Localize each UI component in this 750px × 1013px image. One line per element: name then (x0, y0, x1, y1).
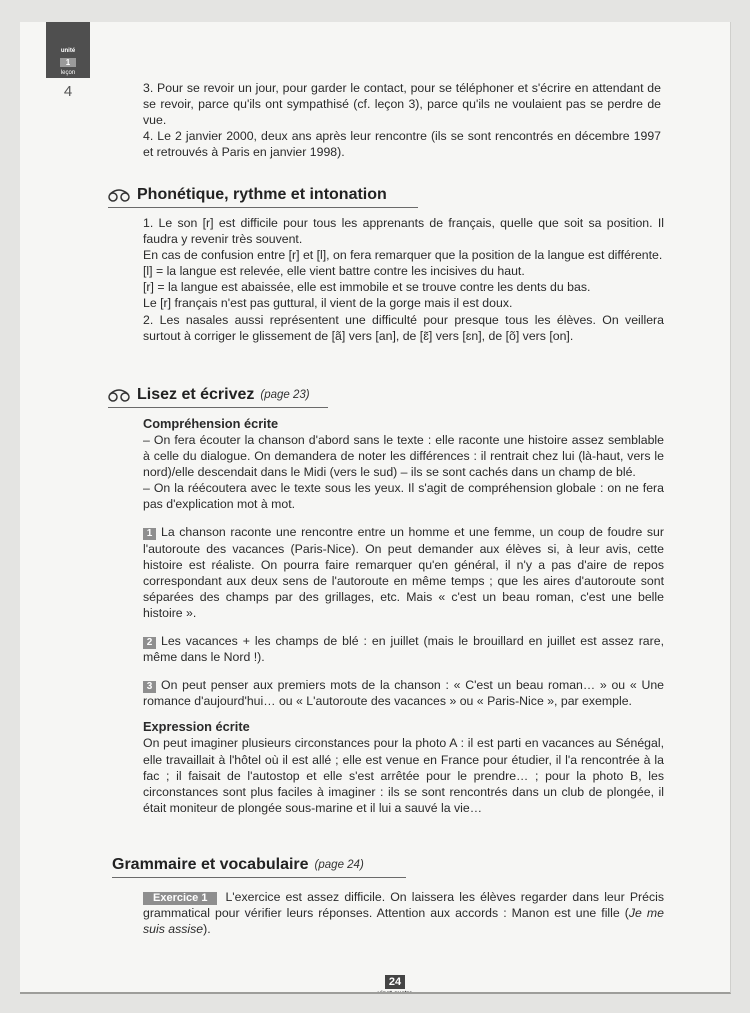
grammaire-body (143, 889, 664, 937)
lisez-body (143, 416, 664, 816)
answer-item-3 (143, 677, 664, 709)
audio-cd-icon (108, 388, 130, 402)
lesson-number: 4 (63, 83, 73, 100)
grammaire-title: Grammaire et vocabulaire (112, 856, 309, 873)
page-number: 24 (385, 975, 405, 989)
exercise-italic: Je me suis assise (143, 906, 664, 937)
item-text: Les vacances + les champs de blé : en juillet (mais le brouillard en juillet est assez rare, même dans le Nord !). (143, 634, 664, 665)
phonetique-body (143, 215, 664, 344)
audio-cd-icon (108, 188, 130, 202)
comprehension-title: Compréhension écrite (143, 416, 279, 431)
heading-underline (108, 207, 418, 209)
lisez-page-ref: (page 23) (260, 389, 310, 401)
answer-4: 4. Le 2 janvier 2000, deux ans après leur rencontre (ils se sont rencontrés en décembre 1997 et retrouvés à Paris en janvier 1998). (143, 129, 661, 160)
heading-underline (112, 877, 406, 879)
comprehension-line-2: – On la réécoutera avec le texte sous les yeux. Il s'agit de compréhension globale : on ne fera pas d'explication mot à mot. (143, 481, 664, 512)
unit-tab (46, 22, 90, 78)
exercise-label: Exercice 1 (143, 892, 217, 905)
item-text: On peut penser aux premiers mots de la chanson : « C'est un beau roman… » ou « Une romance d'aujourd'hui… ou « L'autoroute des vacances » ou « Paris-Nice », par exemple. (143, 678, 664, 709)
page-footer (372, 972, 418, 994)
expression-text: On peut imaginer plusieurs circonstances pour la photo A : il est parti en vacances au Sénégal, elle travaillait à l'hôtel où il est allé ; elle est venue en France pour étudier, il l'a rencontrée à la fac ; il faisait de l'autostop et elle s'est arrêtée pour le prendre… ; pour la photo B, les circonstances sont plus faciles à imaginer : ils se sont rencontrés dans un club de plongée, il était moniteur de plongée sous-marine et il lui a sauvé la vie… (143, 736, 664, 815)
page-number-words: vingt-quatre (377, 991, 413, 994)
intro-answers (143, 80, 661, 160)
document-page (20, 22, 731, 994)
expression-title: Expression écrite (143, 719, 250, 735)
lisez-heading (108, 386, 310, 404)
grammaire-page-ref: (page 24) (314, 859, 364, 871)
unit-number: 1 (60, 58, 76, 67)
answer-3: 3. Pour se revoir un jour, pour garder le contact, pour se téléphoner et s'écrire en attendant de se revoir, parce qu'ils ont sympathisé (cf. leçon 3), parce qu'ils ne voulaient pas se perdre de vue. (143, 81, 661, 128)
answer-item-2 (143, 633, 664, 665)
phonetique-line-1: 1. Le son [r] est difficile pour tous les apprenants de français, quelle que soit sa position. Il faudra y revenir très souvent. (143, 216, 664, 247)
item-number: 1 (143, 528, 156, 540)
comprehension-line-1: – On fera écouter la chanson d'abord sans le texte : elle raconte une histoire assez semblable à celle du dialogue. On demandera de noter les différences : il rentrait chez lui (là-haut, vers le nord)/elle descendait dans le Midi (vers le sud) – ils se sont cachés dans un champ de blé. (143, 433, 664, 480)
phonetique-heading (108, 186, 387, 204)
item-text: La chanson raconte une rencontre entre un homme et une femme, un coup de foudre sur l'autoroute des vacances (Paris-Nice). On peut demander aux élèves si, à leur avis, cette histoire est réaliste. On pourra faire remarquer qu'en général, il n'y a pas d'aire de repos correspondant aux deux sens de l'autoroute en même temps ; que les aires d'autoroute sont séparées des champs par des grillages, etc. Mais « c'est un beau roman, c'est une belle histoire ». (143, 525, 664, 620)
phonetique-title: Phonétique, rythme et intonation (137, 186, 387, 203)
exercise-1 (143, 889, 664, 937)
lesson-label: leçon (60, 70, 76, 76)
phonetique-line-6: 2. Les nasales aussi représentent une difficulté pour presque tous les élèves. On veillera surtout à corriger le glissement de [ã] vers [an], de [ɛ̃] vers [ɛn], de [õ] vers [on]. (143, 312, 664, 343)
phonetique-line-3: [l] = la langue est relevée, elle vient battre contre les incisives du haut. (143, 264, 525, 279)
item-number: 2 (143, 637, 156, 649)
heading-underline (108, 407, 328, 409)
phonetique-line-2: En cas de confusion entre [r] et [l], on fera remarquer que la position de la langue est différente. (143, 248, 663, 263)
lisez-title: Lisez et écrivez (137, 386, 255, 403)
phonetique-line-4: [r] = la langue est abaissée, elle est immobile et se trouve contre les dents du bas. (143, 280, 591, 295)
unit-label: unité (60, 48, 76, 54)
exercise-text: L'exercice est assez difficile. On laissera les élèves regarder dans leur Précis grammatical pour vérifier leurs réponses. Attention aux accords : Manon est une fille ( (143, 890, 664, 921)
item-number: 3 (143, 681, 156, 693)
exercise-end: ). (203, 922, 211, 937)
answer-item-1 (143, 524, 664, 621)
grammaire-heading (112, 856, 364, 874)
phonetique-line-5: Le [r] français n'est pas guttural, il vient de la gorge mais il est doux. (143, 296, 513, 311)
